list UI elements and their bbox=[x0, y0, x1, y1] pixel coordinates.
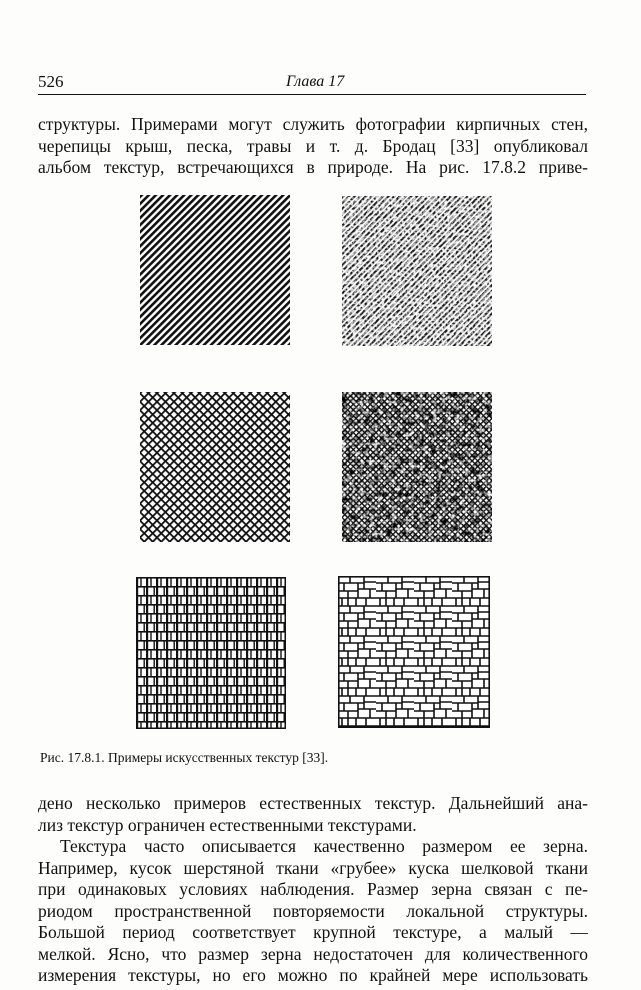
texture-diagonal-lines-noisy bbox=[342, 196, 492, 346]
figure-caption: Рис. 17.8.1. Примеры искусственных текстур [33]. bbox=[40, 750, 329, 765]
text-line: черепицы крыш, песка, травы и т. д. Бродац [33] опубликовал bbox=[38, 135, 588, 156]
text-line: структуры. Примерами могут служить фотографии кирпичных стен, bbox=[38, 114, 588, 134]
text-line: риодом пространственной повторяемости локальной структуры. bbox=[38, 900, 588, 921]
text-line: дено несколько примеров естественных текстур. Дальнейший ана- bbox=[38, 793, 588, 813]
top-paragraph bbox=[38, 114, 588, 179]
text-line: лиз текстур ограничен естественными текстурами. bbox=[38, 814, 417, 835]
page-header bbox=[38, 70, 586, 95]
text-line: альбом текстур, встречающихся в природе. На рис. 17.8.2 приве- bbox=[38, 157, 588, 177]
texture-graphic bbox=[342, 392, 492, 542]
text-line: при одинаковых условиях наблюдения. Размер зерна связан с пе- bbox=[38, 879, 588, 899]
text-line: Например, кусок шерстяной ткани «грубее» куска шелковой ткани bbox=[38, 857, 588, 878]
text-line: Большой период соответствует крупной текстуре, а малый — bbox=[38, 922, 588, 942]
texture-crosshatch-regular bbox=[140, 392, 290, 542]
text-line: измерения текстуры, но его можно по крайней мере использовать bbox=[38, 965, 588, 985]
texture-diagonal-lines-regular bbox=[140, 195, 290, 345]
texture-stone-irregular bbox=[338, 576, 490, 728]
texture-graphic bbox=[136, 577, 286, 729]
bottom-paragraph-2 bbox=[38, 836, 588, 987]
texture-graphic bbox=[140, 392, 290, 542]
chapter-title: Глава 17 bbox=[286, 73, 345, 90]
texture-graphic bbox=[338, 576, 490, 728]
texture-crosshatch-noisy bbox=[342, 392, 492, 542]
texture-graphic bbox=[342, 196, 492, 346]
text-line: Текстура часто описывается качественно размером ее зерна. bbox=[60, 836, 588, 856]
texture-graphic bbox=[140, 195, 290, 345]
texture-brick-regular bbox=[136, 577, 286, 729]
page-number: 526 bbox=[38, 72, 64, 91]
text-line: мелкой. Ясно, что размер зерна недостаточен для количественного bbox=[38, 943, 588, 964]
bottom-paragraph-1 bbox=[38, 793, 588, 836]
